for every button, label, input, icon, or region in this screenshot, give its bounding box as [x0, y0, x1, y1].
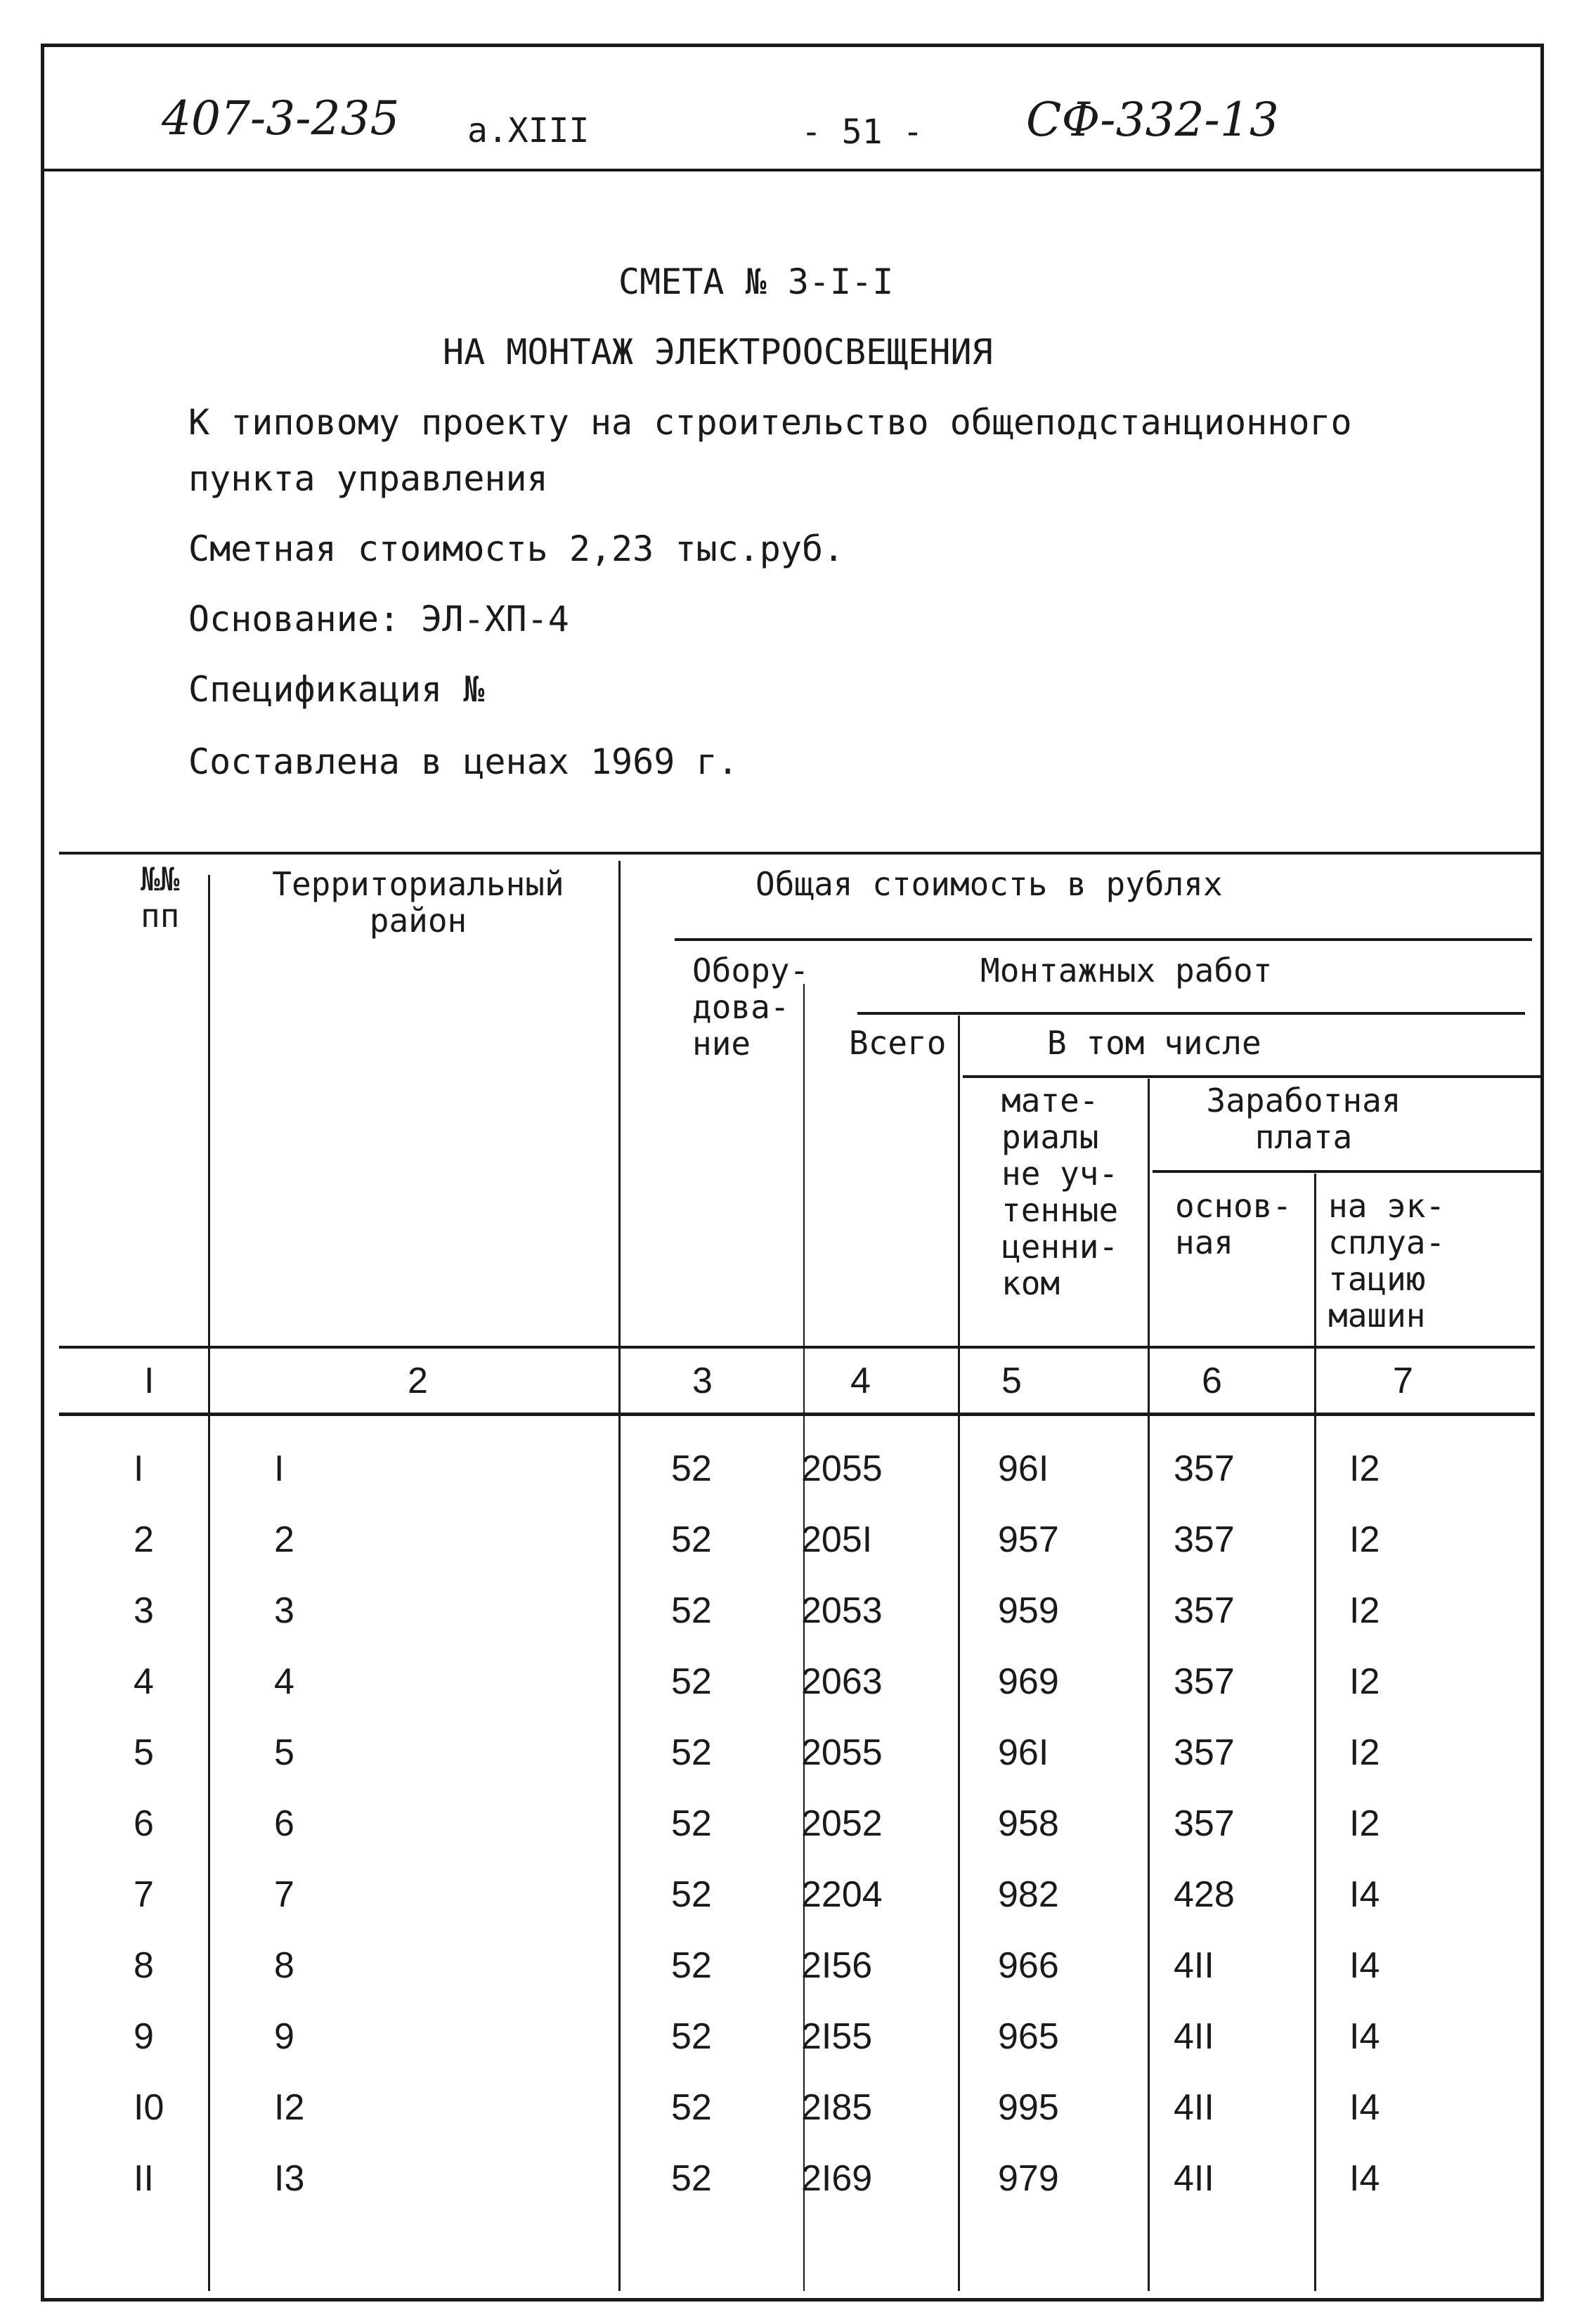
header-divider: [41, 169, 1543, 171]
frame-left: [41, 44, 44, 2301]
cell-wages-machines: I4: [1349, 1874, 1380, 1915]
cell-equipment: 52: [671, 1945, 712, 1986]
header-all: Всего: [849, 1024, 947, 1062]
table-top-rule: [59, 852, 1540, 855]
cell-total: 2I85: [801, 2087, 873, 2128]
vline-6: [1314, 1174, 1316, 2291]
cell-materials: 965: [998, 2016, 1059, 2057]
project-line-2: пункта управления: [188, 458, 548, 499]
cell-equipment: 52: [671, 2016, 712, 2057]
cell-wages-machines: I2: [1349, 1803, 1380, 1844]
cell-materials: 96I: [998, 1732, 1049, 1773]
rule-total: [675, 938, 1532, 941]
cell-wages-basic: 4II: [1174, 2016, 1214, 2057]
cell-region: 6: [274, 1803, 294, 1844]
frame-right: [1540, 44, 1544, 2301]
cell-wages-basic: 357: [1174, 1803, 1235, 1844]
cell-wages-basic: 357: [1174, 1519, 1235, 1560]
rule-colnum-bottom: [59, 1413, 1535, 1416]
rule-installation: [857, 1012, 1525, 1015]
col-number-4: 4: [850, 1361, 871, 1401]
cell-equipment: 52: [671, 1732, 712, 1773]
header-num: №№ пп: [141, 860, 180, 935]
estimate-subtitle: НА МОНТАЖ ЭЛЕКТРООСВЕЩЕНИЯ: [443, 332, 993, 372]
header-installation: Монтажных работ: [980, 952, 1273, 989]
header-basic: основ- ная: [1175, 1187, 1292, 1261]
cell-equipment: 52: [671, 1519, 712, 1560]
rule-header-bottom: [59, 1346, 1535, 1349]
cell-num: 8: [134, 1945, 154, 1986]
cell-wages-machines: I4: [1349, 2158, 1380, 2199]
cell-num: I: [134, 1448, 144, 1489]
cell-equipment: 52: [671, 1874, 712, 1915]
header-region: Территориальный район: [272, 865, 564, 940]
cell-total: 2055: [801, 1448, 883, 1489]
frame-top: [41, 44, 1543, 47]
cell-wages-basic: 4II: [1174, 2087, 1214, 2128]
header-total: Общая стоимость в рублях: [755, 865, 1223, 903]
page-number: - 51 -: [801, 112, 923, 152]
col-number-6: 6: [1202, 1361, 1222, 1401]
cell-wages-machines: I2: [1349, 1732, 1380, 1773]
cell-total: 2I55: [801, 2016, 873, 2057]
cell-wages-basic: 428: [1174, 1874, 1235, 1915]
cell-wages-basic: 357: [1174, 1661, 1235, 1702]
cell-equipment: 52: [671, 2087, 712, 2128]
cell-wages-basic: 4II: [1174, 1945, 1214, 1986]
frame-bottom: [41, 2298, 1543, 2302]
col-number-7: 7: [1393, 1361, 1413, 1401]
cell-num: 4: [134, 1661, 154, 1702]
header-materials: мате- риалы не уч- тенные ценни- ком: [1001, 1082, 1119, 1302]
cell-wages-basic: 4II: [1174, 2158, 1214, 2199]
cell-region: I: [274, 1448, 285, 1489]
cell-num: 6: [134, 1803, 154, 1844]
cell-region: 7: [274, 1874, 294, 1915]
cell-equipment: 52: [671, 1590, 712, 1631]
cell-num: 5: [134, 1732, 154, 1773]
cell-wages-machines: I4: [1349, 2016, 1380, 2057]
specification: Спецификация №: [188, 669, 485, 710]
header-including: В том числе: [1047, 1024, 1261, 1062]
basis: Основание: ЭЛ-ХП-4: [188, 599, 569, 640]
cell-region: I3: [274, 2158, 305, 2199]
cell-total: 2053: [801, 1590, 883, 1631]
col-number-5: 5: [1001, 1361, 1022, 1401]
cell-region: 3: [274, 1590, 294, 1631]
cell-num: 9: [134, 2016, 154, 2057]
cell-total: 2I69: [801, 2158, 873, 2199]
cell-region: 9: [274, 2016, 294, 2057]
header-equipment: Обору- дова- ние: [692, 952, 810, 1063]
rule-wages: [1153, 1170, 1540, 1173]
album-label: а.XIII: [467, 111, 590, 150]
col-number-1: I: [144, 1361, 155, 1401]
cell-num: I0: [134, 2087, 164, 2128]
document-code: СФ-332-13: [1026, 93, 1279, 147]
vline-5: [1148, 1079, 1150, 2291]
cell-materials: 957: [998, 1519, 1059, 1560]
cell-region: 2: [274, 1519, 294, 1560]
cell-wages-basic: 357: [1174, 1732, 1235, 1773]
project-line-1: К типовому проекту на строительство общеподстанционного: [188, 402, 1352, 443]
cell-wages-machines: I2: [1349, 1519, 1380, 1560]
cell-materials: 966: [998, 1945, 1059, 1986]
cell-materials: 96I: [998, 1448, 1049, 1489]
cell-total: 2063: [801, 1661, 883, 1702]
cell-equipment: 52: [671, 1661, 712, 1702]
cell-wages-basic: 357: [1174, 1448, 1235, 1489]
cell-region: 4: [274, 1661, 294, 1702]
vline-4: [958, 1015, 960, 2291]
cell-total: 2204: [801, 1874, 883, 1915]
cell-region: 5: [274, 1732, 294, 1773]
cell-materials: 995: [998, 2087, 1059, 2128]
header-wages: Заработная плата: [1206, 1082, 1401, 1156]
header-machines: на эк- сплуа- тацию машин: [1328, 1187, 1446, 1335]
document-number: 407-3-235: [162, 91, 400, 145]
cell-region: 8: [274, 1945, 294, 1986]
estimate-title: СМЕТА № 3-I-I: [618, 261, 894, 302]
estimated-cost: Сметная стоимость 2,23 тыс.руб.: [188, 528, 845, 569]
cell-wages-machines: I2: [1349, 1661, 1380, 1702]
cell-materials: 982: [998, 1874, 1059, 1915]
cell-wages-machines: I4: [1349, 1945, 1380, 1986]
price-year: Составлена в ценах 1969 г.: [188, 741, 739, 782]
cell-total: 2052: [801, 1803, 883, 1844]
cell-region: I2: [274, 2087, 305, 2128]
cell-num: II: [134, 2158, 154, 2199]
vline-1: [208, 875, 210, 2291]
cell-wages-machines: I2: [1349, 1590, 1380, 1631]
cell-wages-basic: 357: [1174, 1590, 1235, 1631]
cell-total: 2I56: [801, 1945, 873, 1986]
cell-equipment: 52: [671, 1803, 712, 1844]
cell-wages-machines: I4: [1349, 2087, 1380, 2128]
cell-materials: 959: [998, 1590, 1059, 1631]
rule-including: [963, 1075, 1540, 1078]
cell-total: 205I: [801, 1519, 873, 1560]
cell-num: 2: [134, 1519, 154, 1560]
cell-materials: 958: [998, 1803, 1059, 1844]
col-number-2: 2: [408, 1361, 428, 1401]
cell-total: 2055: [801, 1732, 883, 1773]
cell-equipment: 52: [671, 1448, 712, 1489]
cell-num: 3: [134, 1590, 154, 1631]
col-number-3: 3: [692, 1361, 713, 1401]
cell-wages-machines: I2: [1349, 1448, 1380, 1489]
cell-num: 7: [134, 1874, 154, 1915]
vline-2: [618, 861, 621, 2291]
cell-materials: 969: [998, 1661, 1059, 1702]
cell-materials: 979: [998, 2158, 1059, 2199]
cell-equipment: 52: [671, 2158, 712, 2199]
